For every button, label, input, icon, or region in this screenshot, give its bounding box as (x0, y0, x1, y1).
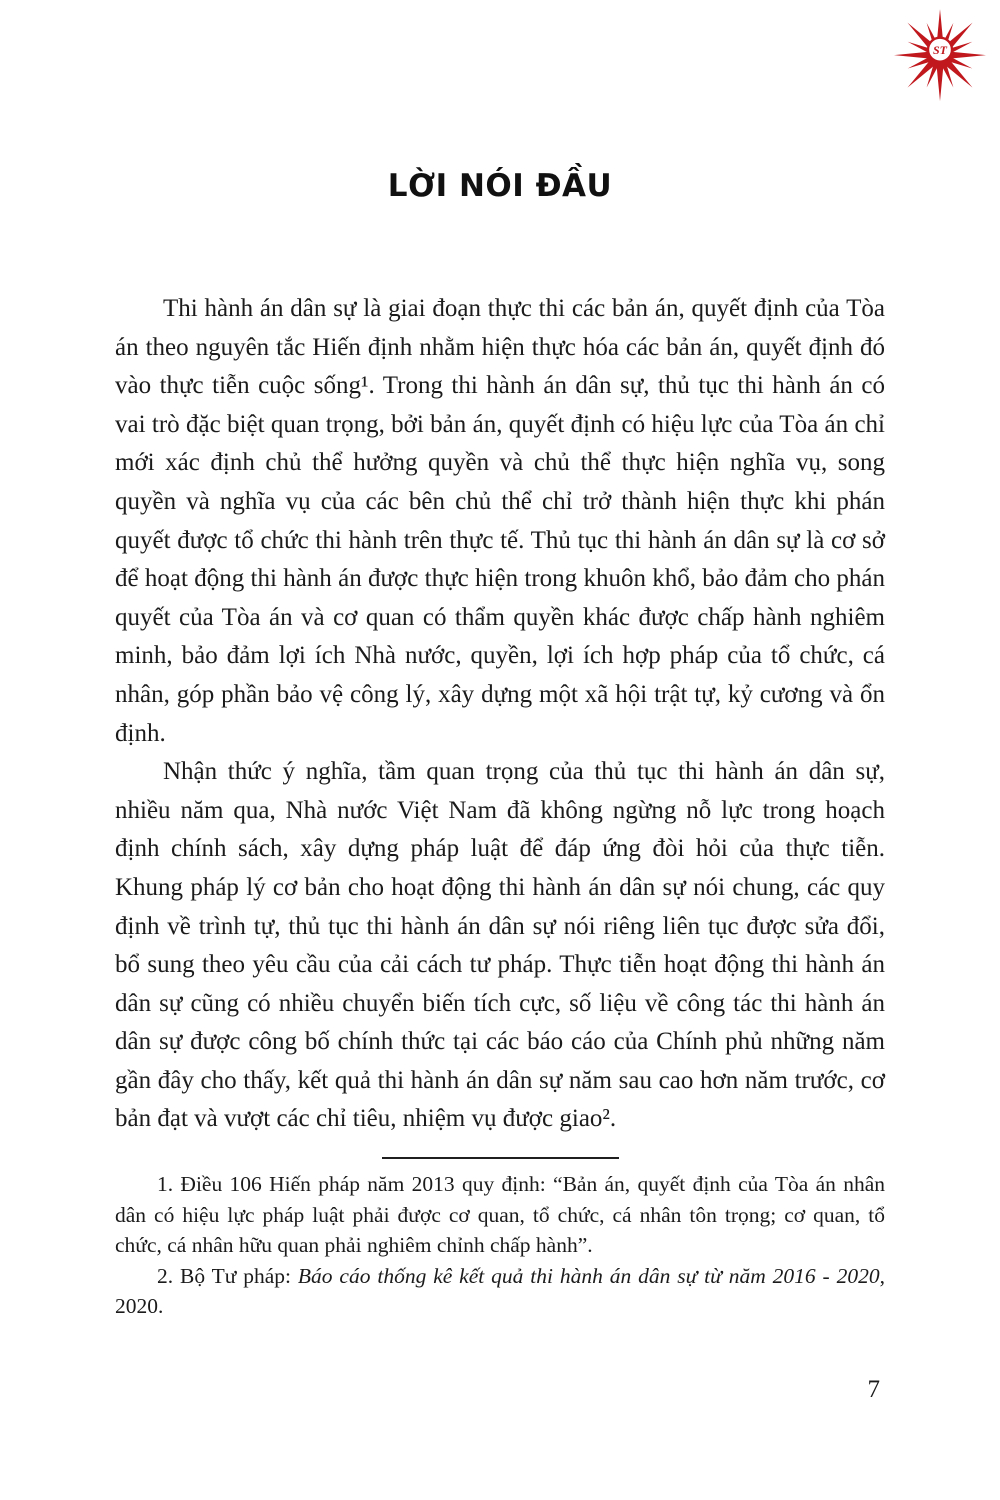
paragraph-1: Thi hành án dân sự là giai đoạn thực thi các bản án, quyết định của Tòa án theo nguyên tắc Hiến định nhằm hiện thực hóa các bản án, quyết định đó vào thực tiễn cuộc sống¹. Trong thi hành án dân sự, thủ tục thi hành án có vai trò đặc biệt quan trọng, bởi bản án, quyết định có hiệu lực của Tòa án chỉ mới xác định chủ thể hưởng quyền và chủ thể thực hiện nghĩa vụ, song quyền và nghĩa vụ của các bên chủ thể chỉ trở thành hiện thực khi phán quyết được tổ chức thi hành trên thực tế. Thủ tục thi hành án dân sự là cơ sở để hoạt động thi hành án được thực hiện trong khuôn khổ, bảo đảm cho phán quyết của Tòa án và cơ quan có thẩm quyền khác được chấp hành nghiêm minh, bảo đảm lợi ích Nhà nước, quyền, lợi ích hợp pháp của tổ chức, cá nhân, góp phần bảo vệ công lý, xây dựng một xã hội trật tự, kỷ cương và ổn định. (115, 295, 885, 747)
publisher-logo-icon (894, 8, 986, 106)
footnote-1: 1. Điều 106 Hiến pháp năm 2013 quy định: “Bản án, quyết định của Tòa án nhân dân có hiệu lực pháp luật phải được cơ quan, tổ chức, cá nhân tôn trọng; cơ quan, tổ chức, cá nhân hữu quan phải nghiêm chỉnh chấp hành”. (115, 1172, 885, 1258)
footnotes (115, 1169, 885, 1322)
footnote-divider (382, 1157, 619, 1159)
footnote-2-title: Báo cáo thống kê kết quả thi hành án dân sự từ năm 2016 - 2020 (297, 1263, 880, 1288)
footnote-2-prefix: 2. Bộ Tư pháp: (157, 1263, 298, 1288)
logo-label: ST (933, 43, 947, 58)
body-text (115, 290, 885, 1139)
page-title: LỜI NÓI ĐẦU (387, 168, 613, 204)
footnote-2 (115, 1261, 885, 1322)
footnote-2-suffix: , 2020. (115, 1263, 885, 1319)
page-number: 7 (867, 1376, 880, 1403)
paragraph-2: Nhận thức ý nghĩa, tầm quan trọng của thủ tục thi hành án dân sự, nhiều năm qua, Nhà nước Việt Nam đã không ngừng nỗ lực trong hoạch định chính sách, xây dựng pháp luật để đáp ứng đòi hỏi của thực tiễn. Khung pháp lý cơ bản cho hoạt động thi hành án dân sự nói chung, các quy định về trình tự, thủ tục thi hành án dân sự nói riêng liên tục được sửa đổi, bổ sung theo yêu cầu của cải cách tư pháp. Thực tiễn hoạt động thi hành án dân sự cũng có nhiều chuyển biến tích cực, số liệu về công tác thi hành án dân sự được công bố chính thức tại các báo cáo của Chính phủ những năm gần đây cho thấy, kết quả thi hành án dân sự năm sau cao hơn năm trước, cơ bản đạt và vượt các chỉ tiêu, nhiệm vụ được giao². (115, 758, 885, 1133)
